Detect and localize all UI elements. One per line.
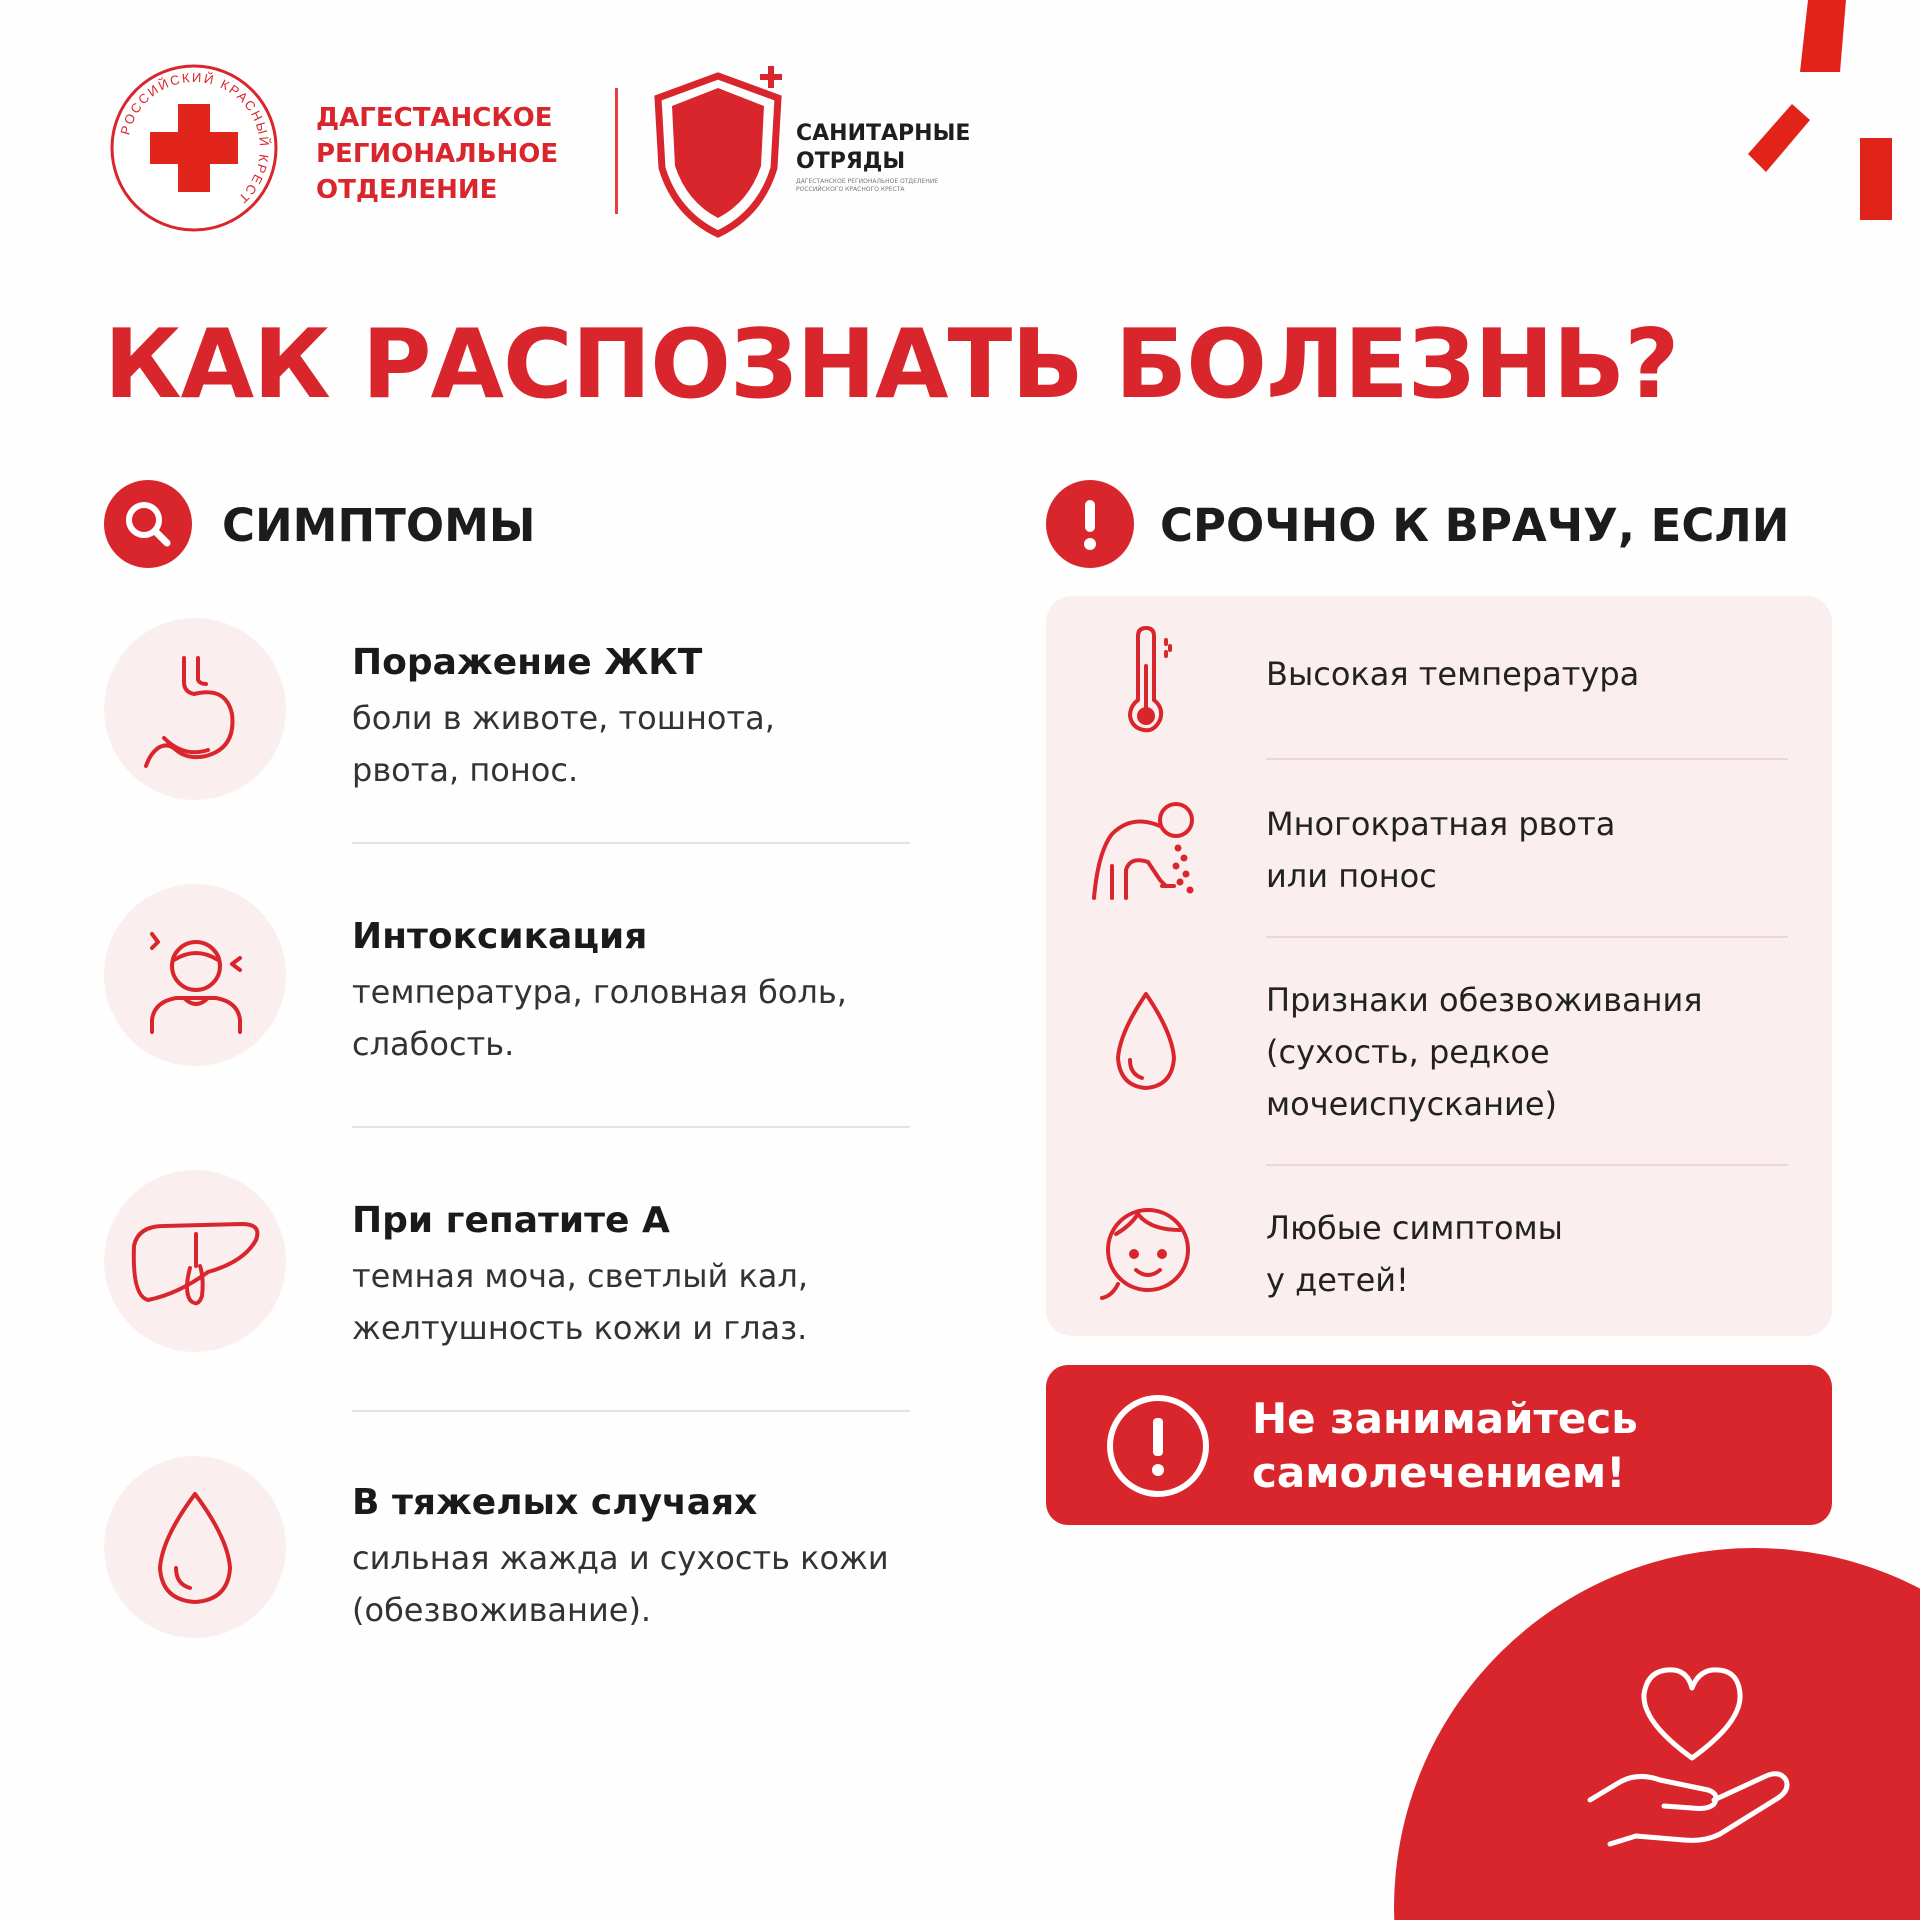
divider [1266,758,1788,760]
symptom-description: температура, головная боль, слабость. [352,973,847,1063]
thermometer-icon [1082,616,1212,746]
symptom-title: Интоксикация [352,916,648,957]
heart-in-hand-icon [1580,1650,1810,1850]
divider [352,1410,910,1412]
squads-subtitle: ДАГЕСТАНСКОЕ РЕГИОНАЛЬНОЕ ОТДЕЛЕНИЕ РОССИЙСКОГО КРАСНОГО КРЕСТА [796,178,938,193]
sanitary-squads-shield-logo [650,64,792,238]
symptom-description: сильная жажда и сухость кожи (обезвоживание). [352,1539,889,1629]
divider [352,1126,910,1128]
divider [1266,936,1788,938]
headache-person-icon [104,884,286,1066]
squads-title: САНИТАРНЫЕ ОТРЯДЫ [796,121,971,174]
symptom-title: Поражение ЖКТ [352,642,703,683]
org-name: ДАГЕСТАНСКОЕ РЕГИОНАЛЬНОЕ ОТДЕЛЕНИЕ [316,103,559,205]
stomach-icon [104,618,286,800]
red-cross-logo [108,62,280,234]
vomiting-person-icon [1082,786,1212,916]
urgent-item-text: Многократная рвота или понос [1266,805,1616,895]
symptom-title: В тяжелых случаях [352,1482,758,1523]
urgent-item-text: Любые симптомы у детей! [1266,1209,1563,1299]
exclamation-icon [1046,480,1134,568]
symptom-description: темная моча, светлый кал, желтушность кожи и глаз. [352,1257,809,1347]
divider [352,842,910,844]
divider [1266,1164,1788,1166]
water-drop-icon [104,1456,286,1638]
liver-icon [104,1170,286,1352]
urgent-item-text: Признаки обезвоживания (сухость, редкое мочеиспускание) [1266,981,1703,1123]
exclamation-circle-icon [1104,1392,1212,1500]
symptom-title: При гепатите А [352,1200,670,1241]
urgent-item-text: Высокая температура [1266,655,1640,693]
water-drop-icon [1082,980,1212,1110]
page-title: КАК РАСПОЗНАТЬ БОЛЕЗНЬ? [104,310,1679,420]
symptom-description: боли в животе, тошнота, рвота, понос. [352,699,775,789]
symptoms-heading: СИМПТОМЫ [222,499,536,552]
urgent-heading: СРОЧНО К ВРАЧУ, ЕСЛИ [1160,499,1790,552]
svg-text:РОССИЙСКИЙ КРАСНЫЙ КРЕСТ: РОССИЙСКИЙ КРАСНЫЙ КРЕСТ [117,69,273,208]
warning-text: Не занимайтесь самолечением! [1252,1394,1638,1497]
decorative-shards [1700,0,1920,230]
child-face-icon [1082,1184,1212,1314]
header-divider [615,88,618,214]
search-icon [104,480,192,568]
